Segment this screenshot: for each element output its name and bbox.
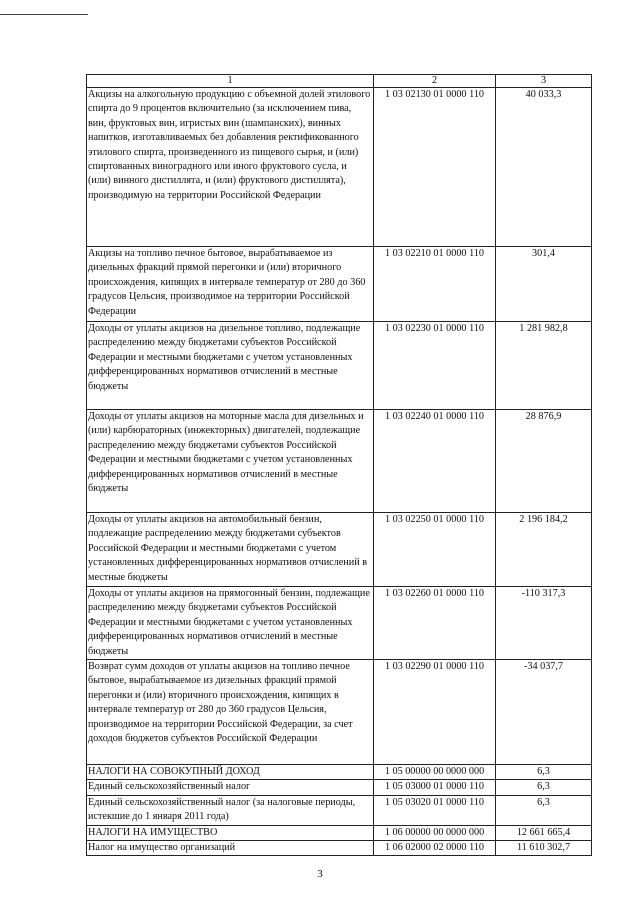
row-value: 6,3 bbox=[496, 765, 592, 780]
table-row bbox=[87, 322, 592, 410]
row-name: Доходы от уплаты акцизов на дизельное топливо, подлежащие распределению между бюджетами субъектов Российской Федерации и местными бюджетами с учетом установленных дифференцированных нормативов отчислений в местные бюджеты bbox=[87, 322, 374, 410]
row-name: Единый сельскохозяйственный налог (за налоговые периоды, истекшие до 1 января 2011 года) bbox=[87, 795, 374, 825]
table-row bbox=[87, 587, 592, 660]
row-code: 1 05 03020 01 0000 110 bbox=[374, 795, 496, 825]
row-value: -110 317,3 bbox=[496, 587, 592, 660]
row-code: 1 03 02290 01 0000 110 bbox=[374, 660, 496, 765]
row-code: 1 03 02130 01 0000 110 bbox=[374, 88, 496, 247]
table-row bbox=[87, 765, 592, 780]
row-code: 1 06 02000 02 0000 110 bbox=[374, 841, 496, 856]
table-row bbox=[87, 88, 592, 247]
row-value: 6,3 bbox=[496, 795, 592, 825]
row-value: 1 281 982,8 bbox=[496, 322, 592, 410]
row-code: 1 05 00000 00 0000 000 bbox=[374, 765, 496, 780]
row-name: Акцизы на топливо печное бытовое, вырабатываемое из дизельных фракций прямой перегонки и (или) вторичного происхождения, кипящих в интервале температур от 280 до 360 градусов Цельсия, производимое на территории Российской Федерации bbox=[87, 247, 374, 322]
row-name: Налог на имущество организаций bbox=[87, 841, 374, 856]
row-value: 2 196 184,2 bbox=[496, 513, 592, 587]
header-cell-code: 2 bbox=[374, 75, 496, 88]
row-code: 1 03 02230 01 0000 110 bbox=[374, 322, 496, 410]
row-code: 1 03 02260 01 0000 110 bbox=[374, 587, 496, 660]
row-name: Единый сельскохозяйственный налог bbox=[87, 780, 374, 795]
table-row bbox=[87, 660, 592, 765]
table-row bbox=[87, 247, 592, 322]
table-row bbox=[87, 841, 592, 856]
table-row bbox=[87, 410, 592, 513]
header-cell-name: 1 bbox=[87, 75, 374, 88]
row-code: 1 03 02210 01 0000 110 bbox=[374, 247, 496, 322]
page-number: 3 bbox=[317, 868, 323, 880]
row-name: Доходы от уплаты акцизов на прямогонный бензин, подлежащие распределению между бюджетами субъектов Российской Федерации и местными бюджетами с учетом установленных дифференцированных нормативов отчислений в местные бюджеты bbox=[87, 587, 374, 660]
row-code: 1 06 00000 00 0000 000 bbox=[374, 825, 496, 840]
row-name: НАЛОГИ НА СОВОКУПНЫЙ ДОХОД bbox=[87, 765, 374, 780]
row-code: 1 03 02250 01 0000 110 bbox=[374, 513, 496, 587]
row-value: 6,3 bbox=[496, 780, 592, 795]
table-row bbox=[87, 780, 592, 795]
row-name: НАЛОГИ НА ИМУЩЕСТВО bbox=[87, 825, 374, 840]
row-value: 11 610 302,7 bbox=[496, 841, 592, 856]
table-row bbox=[87, 513, 592, 587]
table-row bbox=[87, 795, 592, 825]
header-row bbox=[87, 75, 592, 88]
row-value: 28 876,9 bbox=[496, 410, 592, 513]
row-name: Возврат сумм доходов от уплаты акцизов на топливо печное бытовое, вырабатываемое из дизельных фракций прямой перегонки и (или) вторичного происхождения, кипящих в интервале температур от 280 до 360 градусов Цельсия, производимое на территории Российской Федерации, за счет доходов бюджетов субъектов Российской Федерации bbox=[87, 660, 374, 765]
table-row bbox=[87, 825, 592, 840]
row-value: -34 037,7 bbox=[496, 660, 592, 765]
row-value: 301,4 bbox=[496, 247, 592, 322]
row-code: 1 05 03000 01 0000 110 bbox=[374, 780, 496, 795]
row-name: Доходы от уплаты акцизов на моторные масла для дизельных и (или) карбюраторных (инжекторных) двигателей, подлежащие распределению между бюджетами субъектов Российской Федерации и местными бюджетами с учетом установленных дифференцированных нормативов отчислений в местные бюджеты bbox=[87, 410, 374, 513]
row-value: 40 033,3 bbox=[496, 88, 592, 247]
budget-revenue-table bbox=[86, 74, 592, 856]
header-cell-value: 3 bbox=[496, 75, 592, 88]
top-rule bbox=[0, 14, 88, 15]
row-name: Доходы от уплаты акцизов на автомобильный бензин, подлежащие распределению между бюджетами субъектов Российской Федерации и местными бюджетами с учетом установленных дифференцированных нормативов отчислений в местные бюджеты bbox=[87, 513, 374, 587]
row-value: 12 661 665,4 bbox=[496, 825, 592, 840]
row-name: Акцизы на алкогольную продукцию с объемной долей этилового спирта до 9 процентов включительно (за исключением пива, вин, фруктовых вин, игристых вин (шампанских), винных напитков, изготавливаемых без добавления ректификованного этилового спирта, произведенного из пищевого сырья, и (или) спиртованных виноградного или иного фруктового сусла, и (или) винного дистиллята, и (или) фруктового дистиллята), производимую на территории Российской Федерации bbox=[87, 88, 374, 247]
row-code: 1 03 02240 01 0000 110 bbox=[374, 410, 496, 513]
